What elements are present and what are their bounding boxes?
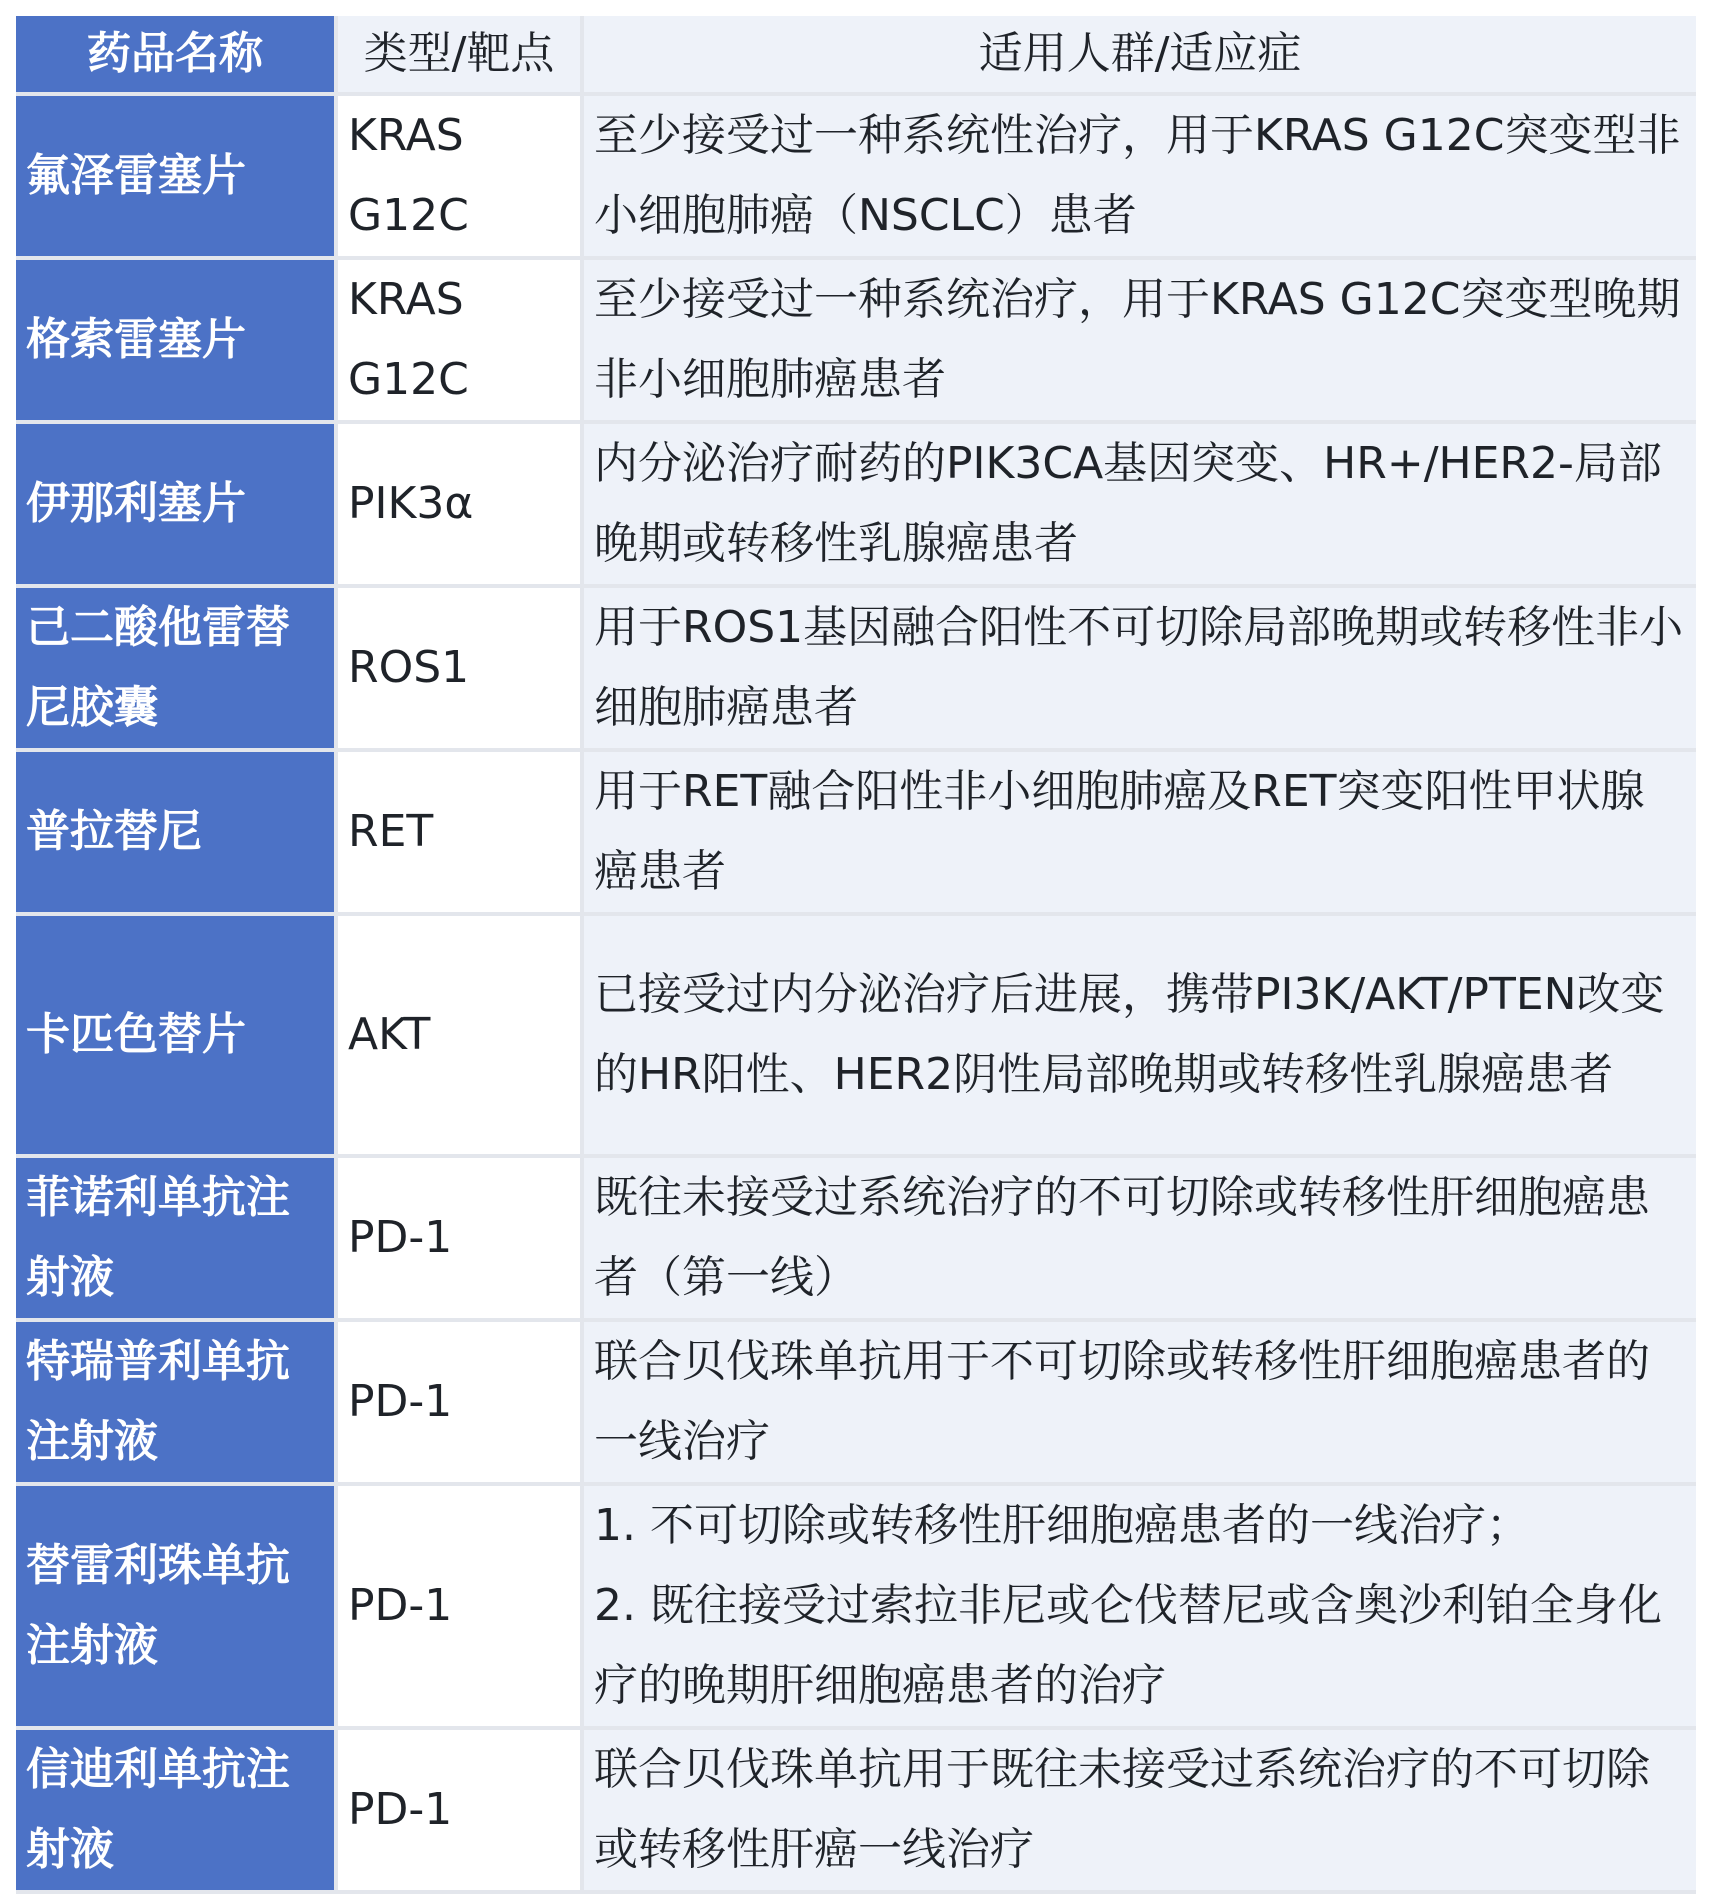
drug-name-cell: 特瑞普利单抗注射液 <box>16 1322 338 1486</box>
target-cell: PD-1 <box>338 1730 584 1894</box>
table-row <box>16 1730 1696 1894</box>
table-header-row <box>16 16 1696 96</box>
header-drug-name: 药品名称 <box>16 16 338 96</box>
indication-text: 联合贝伐珠单抗用于既往未接受过系统治疗的不可切除或转移性肝癌一线治疗 <box>594 1744 1650 1875</box>
indication-item-2: 2. 既往接受过索拉非尼或仑伐替尼或含奥沙利铂全身化疗的晚期肝细胞癌患者的治疗 <box>594 1580 1662 1711</box>
drug-name-cell: 己二酸他雷替尼胶囊 <box>16 588 338 752</box>
table-row <box>16 424 1696 588</box>
header-indication: 适用人群/适应症 <box>584 16 1696 96</box>
header-target: 类型/靶点 <box>338 16 584 96</box>
target-cell: RET <box>338 752 584 916</box>
indication-cell <box>584 916 1696 1158</box>
indication-text: 已接受过内分泌治疗后进展，携带PI3K/AKT/PTEN改变的HR阳性、HER2阴性局部晚期或转移性乳腺癌患者 <box>594 969 1665 1100</box>
indication-text: 内分泌治疗耐药的PIK3CA基因突变、HR+/HER2-局部晚期或转移性乳腺癌患者 <box>594 438 1662 569</box>
target-cell: PIK3α <box>338 424 584 588</box>
indication-cell <box>584 424 1696 588</box>
target-cell: KRAS G12C <box>338 260 584 424</box>
drug-name-cell: 卡匹色替片 <box>16 916 338 1158</box>
target-cell: ROS1 <box>338 588 584 752</box>
target-cell: KRAS G12C <box>338 96 584 260</box>
drug-name-cell: 格索雷塞片 <box>16 260 338 424</box>
drug-name-cell: 信迪利单抗注射液 <box>16 1730 338 1894</box>
indication-text: 用于RET融合阳性非小细胞肺癌及RET突变阳性甲状腺癌患者 <box>594 766 1645 897</box>
table-row <box>16 1322 1696 1486</box>
table-row <box>16 96 1696 260</box>
indication-text: 联合贝伐珠单抗用于不可切除或转移性肝细胞癌患者的一线治疗 <box>594 1336 1650 1467</box>
drug-name-cell: 替雷利珠单抗注射液 <box>16 1486 338 1730</box>
indication-cell <box>584 1486 1696 1730</box>
table-row <box>16 752 1696 916</box>
indication-cell <box>584 1322 1696 1486</box>
indication-text: 至少接受过一种系统治疗，用于KRAS G12C突变型晚期非小细胞肺癌患者 <box>594 274 1681 405</box>
target-cell: AKT <box>338 916 584 1158</box>
drug-indication-table <box>16 16 1696 1894</box>
drug-name-cell: 普拉替尼 <box>16 752 338 916</box>
table-row <box>16 1486 1696 1730</box>
target-cell: PD-1 <box>338 1322 584 1486</box>
indication-cell <box>584 588 1696 752</box>
table-row <box>16 1158 1696 1322</box>
indication-text: 既往未接受过系统治疗的不可切除或转移性肝细胞癌患者（第一线） <box>594 1172 1650 1303</box>
indication-cell <box>584 260 1696 424</box>
target-cell: PD-1 <box>338 1158 584 1322</box>
indication-cell <box>584 752 1696 916</box>
indication-item-1: 1. 不可切除或转移性肝细胞癌患者的一线治疗； <box>594 1500 1530 1551</box>
table-row <box>16 588 1696 752</box>
indication-cell <box>584 96 1696 260</box>
indication-cell <box>584 1730 1696 1894</box>
indication-text: 至少接受过一种系统性治疗，用于KRAS G12C突变型非小细胞肺癌（NSCLC）患者 <box>594 110 1681 241</box>
target-cell: PD-1 <box>338 1486 584 1730</box>
drug-name-cell: 氟泽雷塞片 <box>16 96 338 260</box>
drug-name-cell: 菲诺利单抗注射液 <box>16 1158 338 1322</box>
indication-text: 用于ROS1基因融合阳性不可切除局部晚期或转移性非小细胞肺癌患者 <box>594 602 1684 733</box>
table-row <box>16 916 1696 1158</box>
indication-cell <box>584 1158 1696 1322</box>
drug-name-cell: 伊那利塞片 <box>16 424 338 588</box>
table-row <box>16 260 1696 424</box>
